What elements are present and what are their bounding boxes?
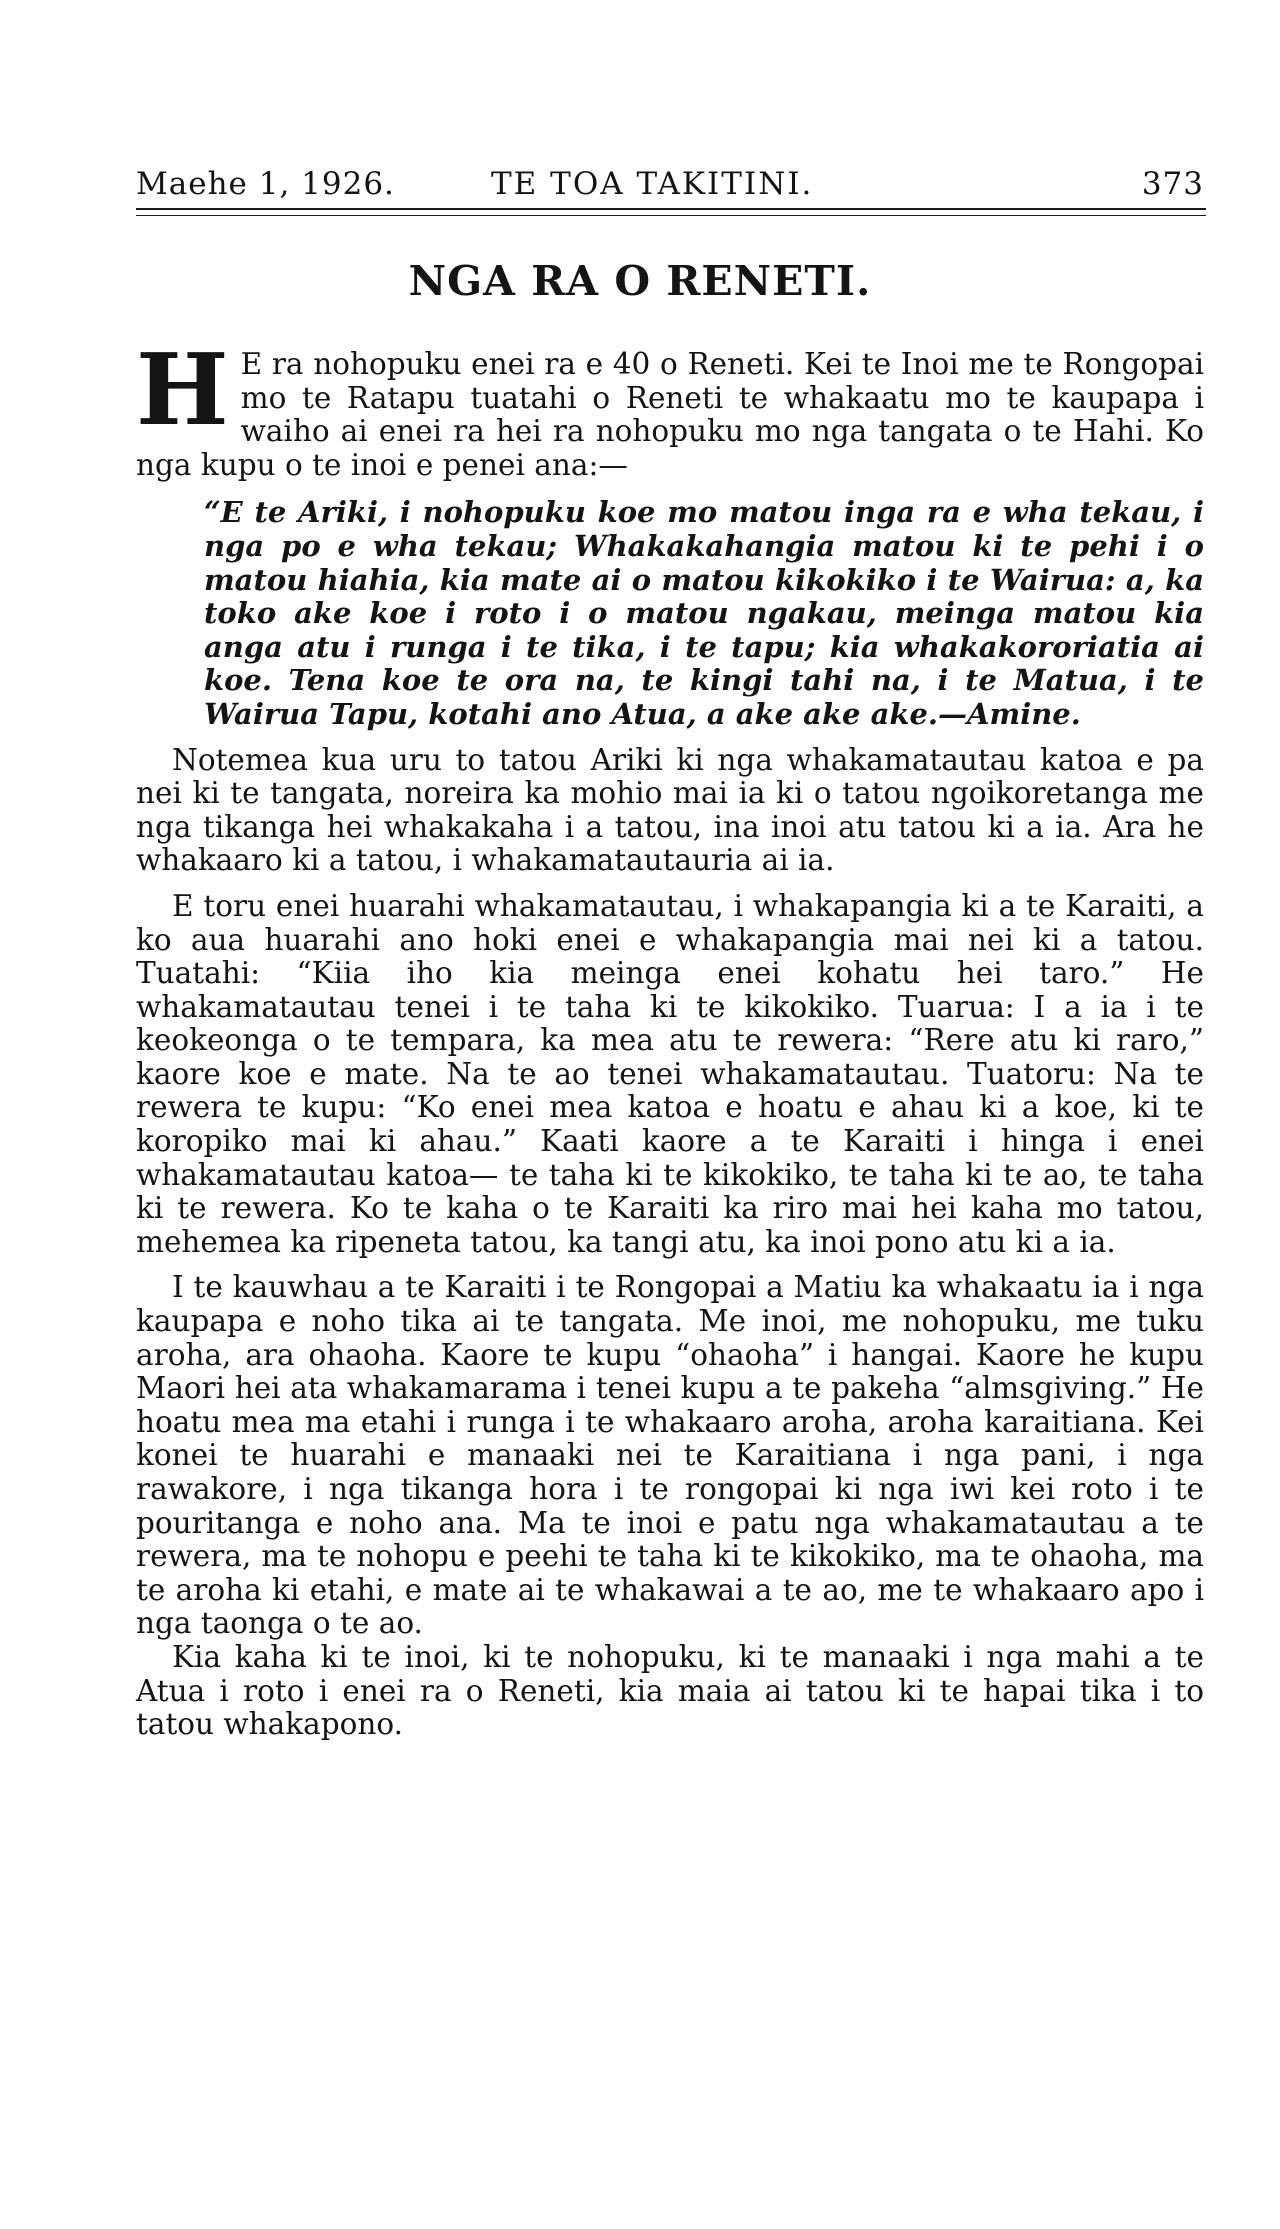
article-body bbox=[136, 333, 1204, 1742]
header-rule-thin bbox=[136, 215, 1206, 216]
intro-text: E ra nohopuku enei ra e 40 o Reneti. Kei te Inoi me te Rongopai mo te Ratapu tuatahi o Reneti te whakaatu mo te kaupapa i waiho ai enei ra hei ra nohopuku mo nga tangata o te Hahi. Ko nga kupu o te inoi e penei ana:— bbox=[136, 347, 1204, 482]
header-publication: TE TOA TAKITINI. bbox=[491, 166, 814, 202]
collect-prayer: “E te Ariki, i nohopuku koe mo matou inga ra e wha tekau, i nga po e wha tekau; Whakakahangia matou ki te pehi i o matou hiahia, kia mate ai o matou kikokiko i te Wairua: a, ka toko ake koe i roto i o matou ngakau, meinga matou kia anga atu i runga i te tika, i te tapu; kia whakakororiatia ai koe. Tena koe te ora na, te kingi tahi na, i te Matua, i te Wairua Tapu, kotahi ano Atua, a ake ake ake.—Amine. bbox=[204, 495, 1204, 731]
intro-paragraph bbox=[136, 333, 1204, 482]
drop-cap: H bbox=[136, 333, 229, 448]
body-paragraph: E toru enei huarahi whakamatautau, i whakapangia ki a te Karaiti, a ko aua huarahi ano hoki enei e whakapangia mai nei ki a tatou. Tuatahi: “Kiia iho kia meinga enei kohatu hei taro.” He whakamatautau tenei i te taha ki te kikokiko. Tuarua: I a ia i te keokeonga o te tempara, ka mea atu te rewera: “Rere atu ki raro,” kaore koe e mate. Na te ao tenei whakamatautau. Tuatoru: Na te rewera te kupu: “Ko enei mea katoa e hoatu e ahau ki a koe, ki te koropiko mai ki ahau.” Kaati kaore a te Karaiti i hinga i enei whakamatautau katoa— te taha ki te kikokiko, te taha ki te ao, te taha ki te rewera. Ko te kaha o te Karaiti ka riro mai hei kaha mo tatou, mehemea ka ripeneta tatou, ka tangi atu, ka inoi pono atu ki a ia. bbox=[136, 888, 1204, 1259]
body-paragraph: Kia kaha ki te inoi, ki te nohopuku, ki te manaaki i nga mahi a te Atua i roto i enei ra o Reneti, kia maia ai tatou ki te hapai tika i to tatou whakapono. bbox=[136, 1639, 1204, 1742]
header-page-number: 373 bbox=[1141, 166, 1204, 202]
body-paragraph: Notemea kua uru to tatou Ariki ki nga whakamatautau katoa e pa nei ki te tangata, noreira ka mohio mai ia ki o tatou ngoikoretanga me nga tikanga hei whakakaha i a tatou, ina inoi atu tatou ki a ia. Ara he whakaaro ki a tatou, i whakamatautauria ai ia. bbox=[136, 742, 1204, 878]
article-title: NGA RA O RENETI. bbox=[408, 257, 872, 305]
header-date: Maehe 1, 1926. bbox=[136, 166, 395, 202]
header-rule-thick bbox=[136, 208, 1206, 210]
body-paragraph: I te kauwhau a te Karaiti i te Rongopai a Matiu ka whakaatu ia i nga kaupapa e noho tika ai te tangata. Me inoi, me nohopuku, me tuku aroha, ara ohaoha. Kaore te kupu “ohaoha” i hangai. Kaore he kupu Maori hei ata whakamarama i tenei kupu a te pakeha “almsgiving.” He hoatu mea ma etahi i runga i te whakaaro aroha, aroha karaitiana. Kei konei te huarahi e manaaki nei te Karaitiana i nga pani, i nga rawakore, i nga tikanga hora i te rongopai ki nga iwi kei roto i te pouritanga e noho ana. Ma te inoi e patu nga whakamatautau a te rewera, ma te nohopu e peehi te taha ki te kikokiko, ma te ohaoha, ma te aroha ki etahi, e mate ai te whakawai a te ao, me te whakaaro apo i nga taonga o te ao. bbox=[136, 1270, 1204, 1641]
